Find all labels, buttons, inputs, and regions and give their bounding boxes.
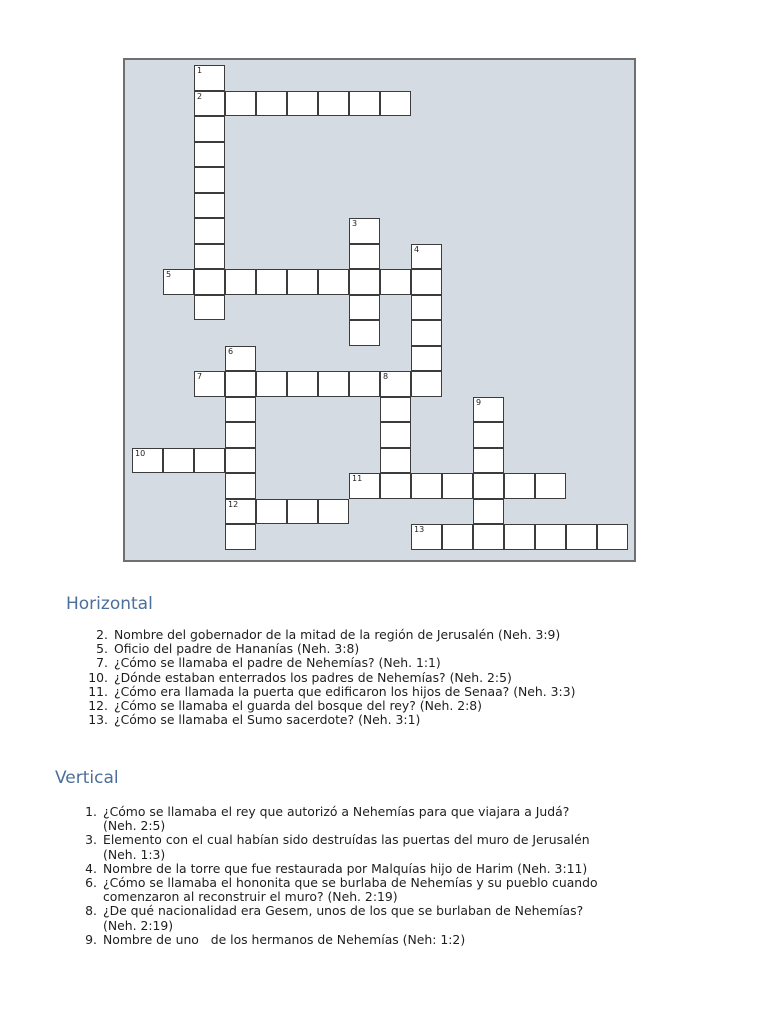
crossword-cell[interactable]: [194, 193, 225, 219]
clue-text: Nombre de la torre que fue restaurada por Malquías hijo de Harim (Neh. 3:11): [103, 860, 588, 876]
crossword-cell[interactable]: [349, 91, 380, 117]
clue-number: 10.: [88, 669, 108, 685]
crossword-cell[interactable]: [194, 91, 225, 117]
crossword-grid: [123, 58, 636, 562]
crossword-cell[interactable]: [225, 269, 256, 295]
crossword-cell[interactable]: [349, 295, 380, 321]
clue-number: 5.: [96, 641, 108, 657]
crossword-cell[interactable]: [225, 91, 256, 117]
crossword-cell[interactable]: [380, 91, 411, 117]
crossword-cell[interactable]: [163, 269, 194, 295]
crossword-cell[interactable]: [380, 397, 411, 423]
crossword-cell[interactable]: [287, 499, 318, 525]
crossword-cell[interactable]: [411, 320, 442, 346]
crossword-cell[interactable]: [380, 422, 411, 448]
crossword-cell[interactable]: [256, 91, 287, 117]
crossword-cell[interactable]: [287, 371, 318, 397]
cell-number: 2: [197, 91, 203, 101]
cell-number: 7: [197, 372, 203, 381]
across-clue: [66, 642, 746, 656]
clue-text: Nombre del gobernador de la mitad de la región de Jerusalén (Neh. 3:9): [114, 627, 561, 642]
crossword-cell[interactable]: [225, 371, 256, 397]
clue-text: ¿Cómo se llamaba el rey que autorizó a Nehemías para que viajara a Judá? (Neh. 2:5): [103, 804, 570, 834]
crossword-cell[interactable]: [504, 524, 535, 550]
crossword-cell[interactable]: [225, 448, 256, 474]
clue-text: ¿Cómo se llamaba el Sumo sacerdote? (Neh. 3:1): [114, 712, 421, 728]
crossword-cell[interactable]: [318, 269, 349, 295]
clue-text: ¿Cómo se llamaba el guarda del bosque del rey? (Neh. 2:8): [114, 698, 482, 714]
cell-number: 5: [166, 270, 172, 279]
down-clue: [55, 833, 745, 861]
crossword-cell[interactable]: [473, 499, 504, 525]
crossword-cell[interactable]: [194, 65, 225, 91]
clue-number: 11.: [88, 683, 108, 699]
down-clue: [55, 876, 745, 904]
crossword-cell[interactable]: [349, 269, 380, 295]
crossword-cell[interactable]: [225, 346, 256, 372]
clue-number: 1.: [85, 804, 97, 819]
down-clue-list: [55, 805, 745, 947]
clue-text: ¿Cómo era llamada la puerta que edificaron los hijos de Senaa? (Neh. 3:3): [114, 683, 576, 699]
clue-number: 7.: [96, 655, 108, 671]
clue-number: 6.: [85, 875, 97, 891]
clue-number: 8.: [85, 903, 97, 919]
crossword-cell[interactable]: [132, 448, 163, 474]
crossword-cell[interactable]: [473, 397, 504, 423]
crossword-cell[interactable]: [194, 269, 225, 295]
crossword-cell[interactable]: [473, 524, 504, 550]
clue-number: 2.: [96, 627, 108, 642]
cell-number: 1: [197, 66, 203, 75]
down-clue: [55, 933, 745, 947]
crossword-cell[interactable]: [473, 422, 504, 448]
crossword-cell[interactable]: [411, 295, 442, 321]
crossword-cell[interactable]: [473, 473, 504, 499]
down-clue: [55, 904, 745, 932]
crossword-cell[interactable]: [163, 448, 194, 474]
crossword-cell[interactable]: [411, 371, 442, 397]
crossword-cell[interactable]: [318, 371, 349, 397]
across-clue: [66, 671, 746, 685]
across-clue: [66, 713, 746, 727]
crossword-cell[interactable]: [287, 269, 318, 295]
clue-number: 3.: [85, 832, 97, 848]
clue-text: Oficio del padre de Hananías (Neh. 3:8): [114, 641, 360, 657]
across-clue: [66, 685, 746, 699]
cell-number: 9: [476, 397, 482, 407]
crossword-cell[interactable]: [535, 524, 566, 550]
crossword-cell[interactable]: [194, 218, 225, 244]
crossword-cell[interactable]: [535, 473, 566, 499]
down-clue: [55, 862, 745, 876]
down-heading: Vertical: [55, 768, 119, 788]
crossword-cell[interactable]: [380, 269, 411, 295]
across-clue: [66, 656, 746, 670]
cell-number: 12: [228, 499, 239, 509]
crossword-cell[interactable]: [349, 218, 380, 244]
crossword-cell[interactable]: [566, 524, 597, 550]
crossword-cell[interactable]: [411, 473, 442, 499]
clue-number: 12.: [88, 698, 108, 714]
crossword-cell[interactable]: [380, 473, 411, 499]
across-clue: [66, 699, 746, 713]
crossword-cell[interactable]: [256, 499, 287, 525]
crossword-cell[interactable]: [194, 116, 225, 142]
cell-number: 11: [352, 474, 363, 483]
clue-text: ¿Dónde estaban enterrados los padres de Nehemías? (Neh. 2:5): [114, 669, 512, 685]
crossword-cell[interactable]: [411, 524, 442, 550]
crossword-cell[interactable]: [504, 473, 535, 499]
crossword-cell[interactable]: [225, 397, 256, 423]
crossword-cell[interactable]: [442, 524, 473, 550]
crossword-cell[interactable]: [225, 524, 256, 550]
crossword-cell[interactable]: [318, 499, 349, 525]
crossword-cell[interactable]: [349, 371, 380, 397]
crossword-cell[interactable]: [349, 244, 380, 270]
crossword-cell[interactable]: [225, 422, 256, 448]
crossword-cell[interactable]: [194, 167, 225, 193]
crossword-cell[interactable]: [256, 371, 287, 397]
crossword-cell[interactable]: [194, 142, 225, 168]
clue-number: 4.: [85, 860, 97, 876]
crossword-cell[interactable]: [349, 473, 380, 499]
clue-text: ¿De qué nacionalidad era Gesem, unos de los que se burlaban de Nehemías? (Neh. 2:19): [103, 903, 584, 933]
across-clue: [66, 628, 746, 642]
crossword-cell[interactable]: [225, 499, 256, 525]
crossword-cell[interactable]: [380, 448, 411, 474]
cell-number: 13: [414, 525, 425, 534]
clue-text: ¿Cómo se llamaba el padre de Nehemías? (Neh. 1:1): [114, 655, 441, 671]
crossword-cell[interactable]: [256, 269, 287, 295]
clue-number: 9.: [85, 931, 97, 947]
crossword-cell[interactable]: [194, 244, 225, 270]
crossword-cell[interactable]: [380, 371, 411, 397]
crossword-cell[interactable]: [194, 371, 225, 397]
crossword-cell[interactable]: [597, 524, 628, 550]
crossword-cell[interactable]: [411, 244, 442, 270]
cell-number: 6: [228, 346, 234, 356]
across-clue-list: [66, 628, 746, 727]
clue-number: 13.: [88, 712, 108, 728]
clue-text: Elemento con el cual habían sido destruídas las puertas del muro de Jerusalén (Neh. 1:3): [103, 832, 590, 862]
down-clue: [55, 805, 745, 833]
across-heading: Horizontal: [66, 594, 153, 614]
crossword-cell[interactable]: [411, 346, 442, 372]
cell-number: 4: [414, 244, 420, 254]
cell-number: 8: [383, 372, 389, 381]
crossword-cell[interactable]: [287, 91, 318, 117]
crossword-cell[interactable]: [349, 320, 380, 346]
crossword-cell[interactable]: [225, 473, 256, 499]
cell-number: 3: [352, 219, 358, 228]
crossword-cell[interactable]: [194, 448, 225, 474]
clue-text: ¿Cómo se llamaba el hononita que se burlaba de Nehemías y su pueblo cuando comenzaron al reconstruir el muro? (Neh. 2:19): [103, 875, 598, 905]
crossword-cell[interactable]: [442, 473, 473, 499]
crossword-cell[interactable]: [318, 91, 349, 117]
crossword-cell[interactable]: [194, 295, 225, 321]
crossword-cell[interactable]: [473, 448, 504, 474]
cell-number: 10: [135, 448, 146, 458]
clue-text: Nombre de uno de los hermanos de Nehemías (Neh: 1:2): [103, 931, 466, 947]
crossword-cell[interactable]: [411, 269, 442, 295]
